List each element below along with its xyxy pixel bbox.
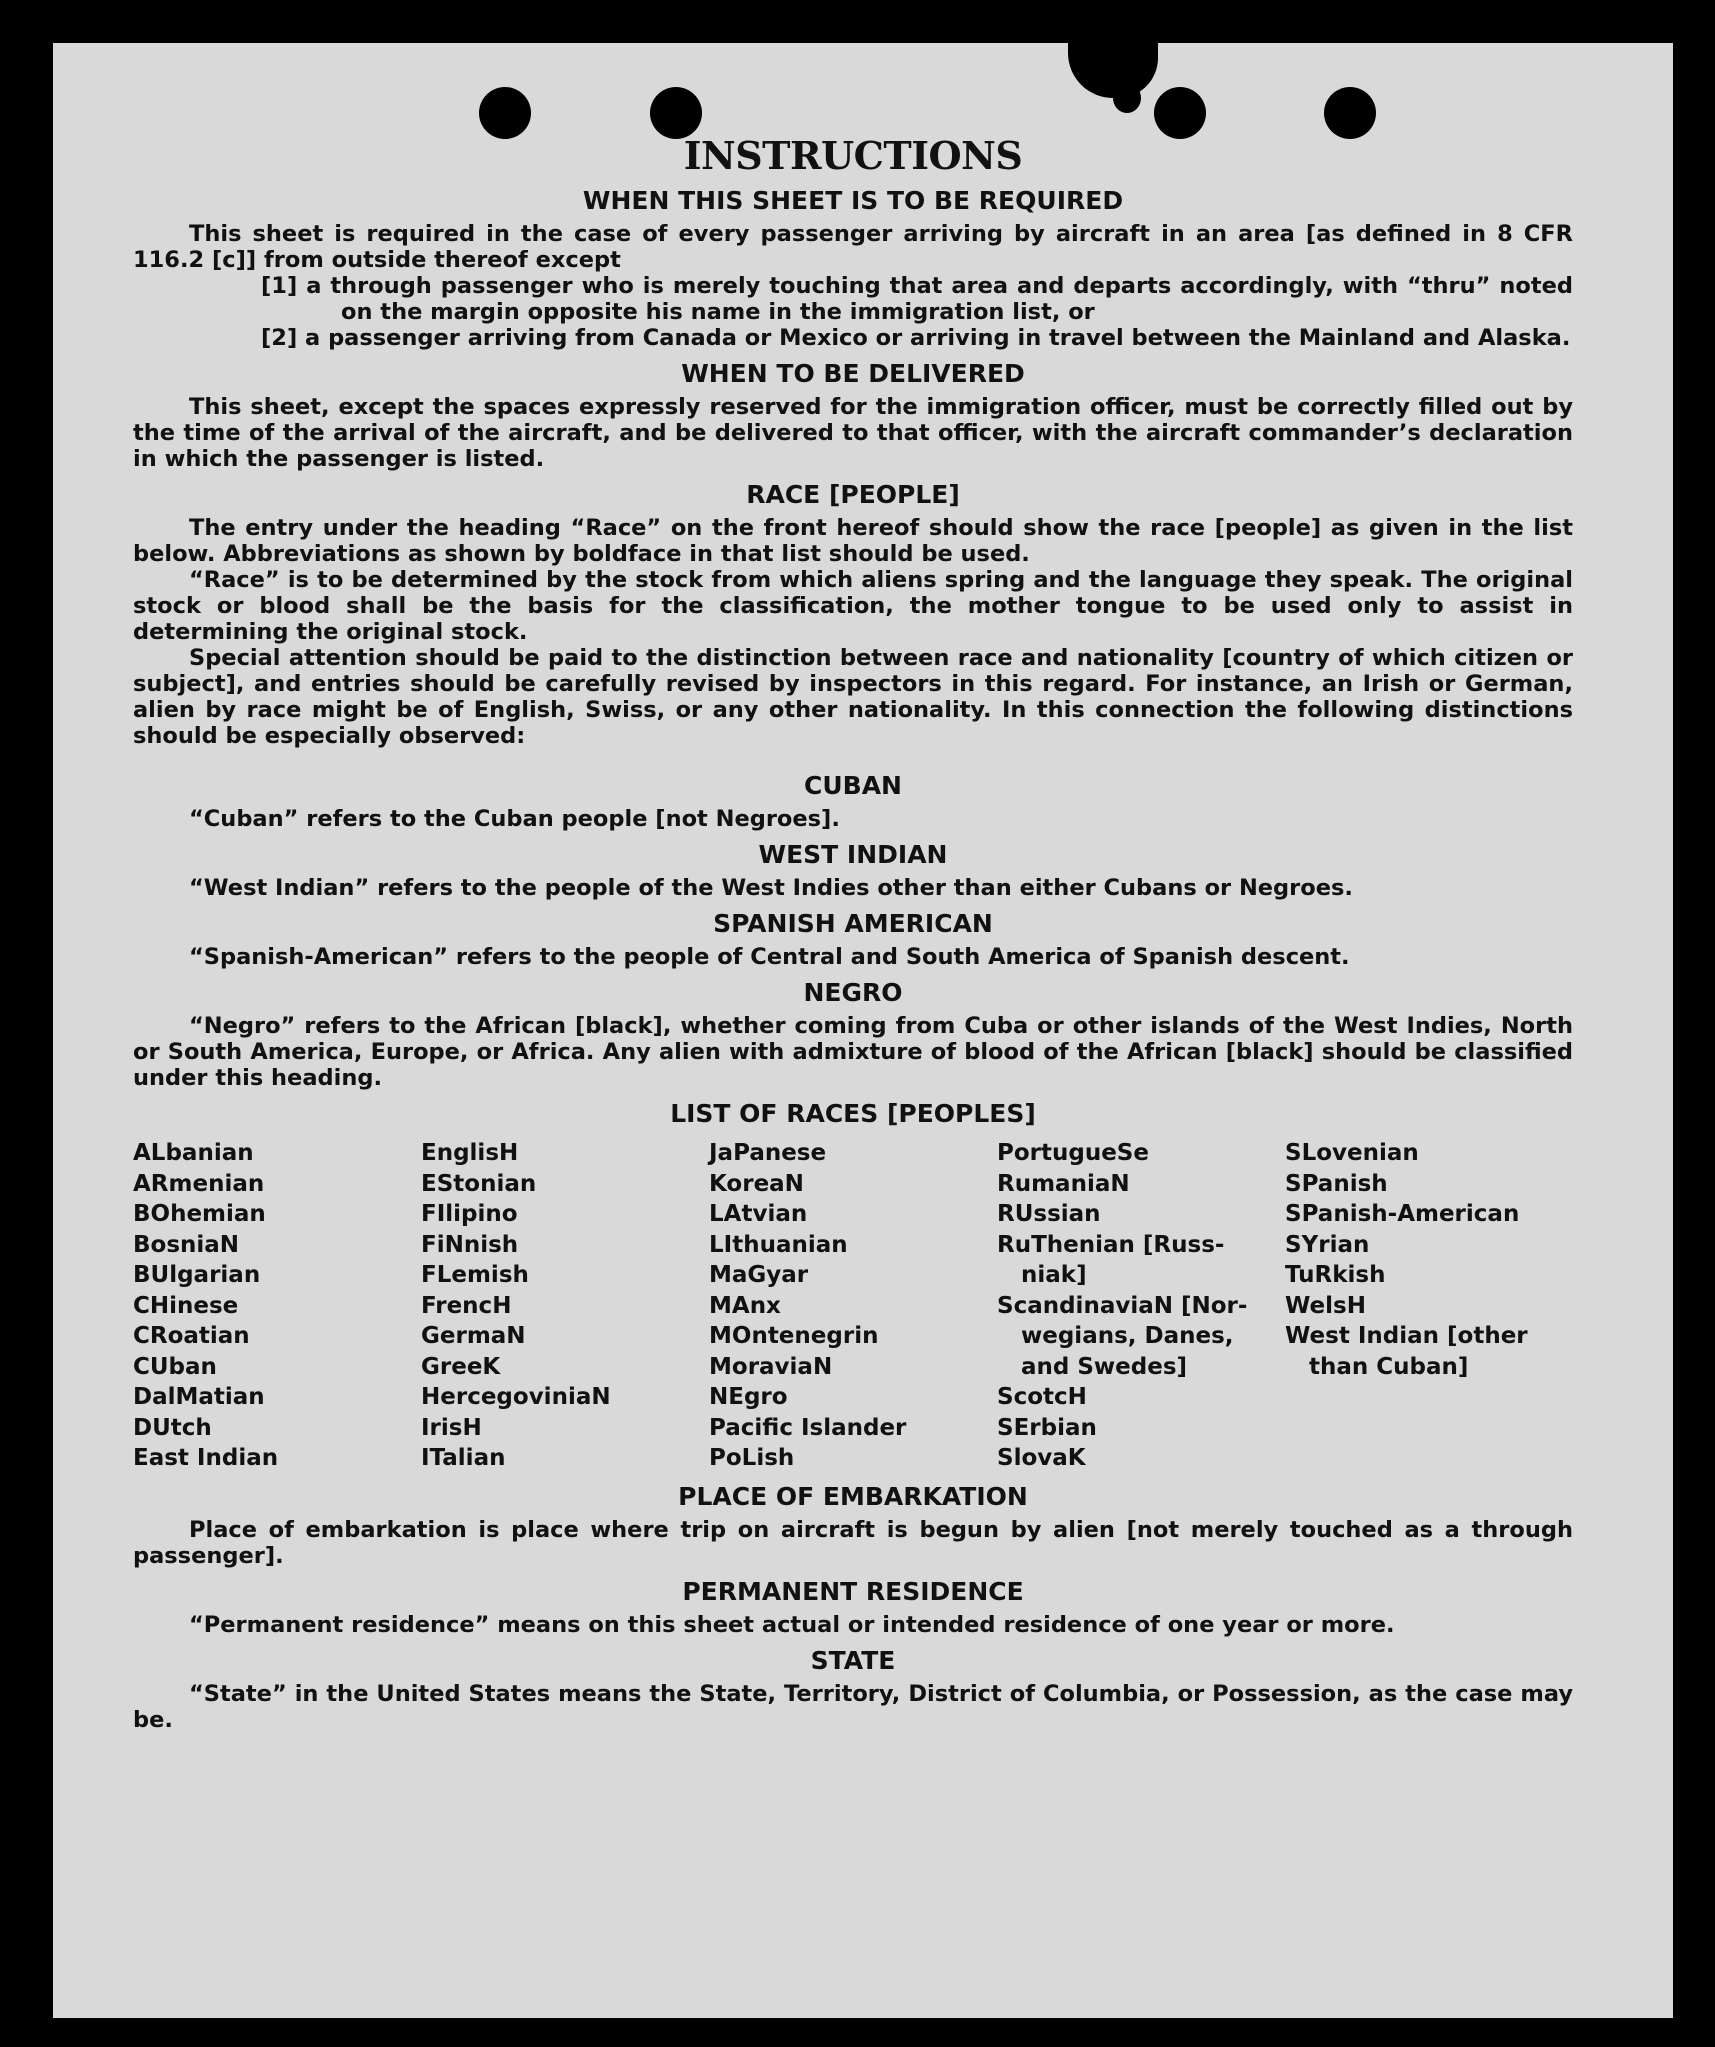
race-item: CRoatian <box>133 1323 250 1349</box>
race-item: ScandinaviaN [Nor- <box>997 1292 1248 1319</box>
race-item: RumaniaN <box>997 1170 1130 1197</box>
section-heading: LIST OF RACES [PEOPLES] <box>670 1099 1036 1128</box>
paragraph: Place of embarkation is place where trip on aircraft is begun by alien [not merely touched as a through passenger]. <box>133 1516 1573 1569</box>
punch-hole <box>479 87 531 139</box>
race-item: ScotcH <box>997 1384 1087 1410</box>
section-heading: NEGRO <box>803 978 903 1007</box>
race-item: CUban <box>133 1353 217 1380</box>
section-heading: RACE [PEOPLE] <box>746 480 960 509</box>
race-item: SPanish-American <box>1285 1201 1520 1227</box>
race-item: BOhemian <box>133 1201 266 1227</box>
race-item: wegians, Danes, <box>1021 1323 1234 1349</box>
race-column <box>421 1138 709 1474</box>
race-item: TuRkish <box>1285 1262 1386 1288</box>
race-column <box>133 1138 421 1474</box>
section-heading: CUBAN <box>804 771 902 800</box>
race-item: DalMatian <box>133 1384 265 1410</box>
race-item: LAtvian <box>709 1201 808 1227</box>
paragraph: “Negro” refers to the African [black], whether coming from Cuba or other islands of the West Indies, North or South America, Europe, or Africa. Any alien with admixture of blood of the African [black] should be classified under this heading. <box>133 1013 1573 1091</box>
race-item: EnglisH <box>421 1140 519 1166</box>
section-heading: PLACE OF EMBARKATION <box>678 1481 1028 1511</box>
race-item: GreeK <box>421 1353 501 1380</box>
section-heading: WHEN THIS SHEET IS TO BE REQUIRED <box>582 186 1124 215</box>
paragraph: Special attention should be paid to the distinction between race and nationality [country of which citizen or subject], and entries should be carefully revised by inspectors in this regard. For instance, an Irish or German, alien by race might be of English, Swiss, or any other nationality. In this connection the following distinctions should be especially observed: <box>133 645 1573 749</box>
race-item: NEgro <box>709 1384 788 1410</box>
race-item: HercegoviniaN <box>421 1384 611 1410</box>
race-item: DUtch <box>133 1414 212 1441</box>
race-item: SlovaK <box>997 1445 1086 1471</box>
race-item: FiNnish <box>421 1231 519 1258</box>
paragraph: This sheet is required in the case of every passenger arriving by aircraft in an area [as defined in 8 CFR 116.2 [c]] from outside thereof except <box>133 221 1573 273</box>
race-item: East Indian <box>133 1445 279 1471</box>
race-item: FIlipino <box>421 1201 518 1227</box>
race-item: SYrian <box>1285 1231 1370 1258</box>
race-item: PortugueSe <box>997 1140 1149 1166</box>
race-item: LIthuanian <box>709 1231 848 1258</box>
torn-edge <box>1068 43 1158 98</box>
race-item: PoLish <box>709 1445 795 1471</box>
paragraph: “Race” is to be determined by the stock from which aliens spring and the language they speak. The original stock or blood shall be the basis for the classification, the mother tongue to be used only to assist in determining the original stock. <box>133 567 1573 645</box>
race-item: West Indian [other <box>1285 1323 1528 1349</box>
exception-item: [1] a through passenger who is merely touching that area and departs accordingly, with “thru” noted on the margin opposite his name in the immigration list, or <box>261 273 1573 325</box>
race-item: SLovenian <box>1285 1140 1419 1166</box>
race-item: and Swedes] <box>1021 1353 1188 1380</box>
race-item: BUlgarian <box>133 1262 261 1288</box>
race-item: RuThenian [Russ- <box>997 1231 1225 1258</box>
document-sheet <box>53 43 1673 2018</box>
race-item: JaPanese <box>709 1140 827 1166</box>
paragraph: “West Indian” refers to the people of the West Indies other than either Cubans or Negroes. <box>189 875 1353 901</box>
paragraph: “State” in the United States means the State, Territory, District of Columbia, or Possession, as the case may be. <box>133 1680 1573 1733</box>
section-heading: STATE <box>810 1645 896 1675</box>
race-column <box>1285 1138 1573 1474</box>
punch-hole <box>650 87 702 139</box>
paragraph: “Permanent residence” means on this sheet actual or intended residence of one year or more. <box>189 1611 1395 1638</box>
race-item: SErbian <box>997 1414 1097 1441</box>
race-item: FLemish <box>421 1262 529 1288</box>
race-item: ARmenian <box>133 1170 265 1197</box>
instructions-content <box>133 133 1573 1733</box>
race-item: ITalian <box>421 1445 506 1471</box>
race-item: MAnx <box>709 1292 781 1319</box>
race-list <box>133 1138 1573 1474</box>
race-item: MaGyar <box>709 1262 809 1288</box>
section-heading: WHEN TO BE DELIVERED <box>681 359 1025 388</box>
race-column <box>709 1138 997 1474</box>
torn-edge <box>1113 83 1141 113</box>
race-item: MoraviaN <box>709 1353 833 1380</box>
race-column <box>997 1138 1285 1474</box>
race-item: BosniaN <box>133 1231 240 1258</box>
race-item: WelsH <box>1285 1292 1366 1319</box>
paragraph: This sheet, except the spaces expressly reserved for the immigration officer, must be correctly filled out by the time of the arrival of the aircraft, and be delivered to that officer, with the aircraft commander’s declaration in which the passenger is listed. <box>133 394 1573 472</box>
race-item: SPanish <box>1285 1170 1388 1197</box>
race-item: GermaN <box>421 1323 526 1349</box>
race-item: Pacific Islander <box>709 1414 907 1441</box>
punch-hole <box>1154 87 1206 139</box>
race-item: FrencH <box>421 1292 512 1319</box>
page-title: INSTRUCTIONS <box>683 133 1023 178</box>
race-item: MOntenegrin <box>709 1323 879 1349</box>
race-item: EStonian <box>421 1170 537 1197</box>
race-item: CHinese <box>133 1292 239 1319</box>
paragraph: “Spanish-American” refers to the people of Central and South America of Spanish descent. <box>189 944 1350 970</box>
race-item: KoreaN <box>709 1170 804 1197</box>
race-item: niak] <box>1021 1262 1087 1288</box>
race-item: than Cuban] <box>1309 1353 1469 1380</box>
paragraph: “Cuban” refers to the Cuban people [not Negroes]. <box>189 806 840 832</box>
race-item: ALbanian <box>133 1140 254 1166</box>
section-heading: SPANISH AMERICAN <box>713 909 993 938</box>
punch-hole <box>1324 87 1376 139</box>
paragraph: The entry under the heading “Race” on the front hereof should show the race [people] as given in the list below. Abbreviations as shown by boldface in that list should be used. <box>133 515 1573 567</box>
race-item: IrisH <box>421 1414 482 1441</box>
section-heading: WEST INDIAN <box>758 840 948 869</box>
exception-item: [2] a passenger arriving from Canada or Mexico or arriving in travel between the Mainland and Alaska. <box>261 325 1571 351</box>
section-heading: PERMANENT RESIDENCE <box>682 1576 1024 1606</box>
race-item: RUssian <box>997 1201 1101 1227</box>
